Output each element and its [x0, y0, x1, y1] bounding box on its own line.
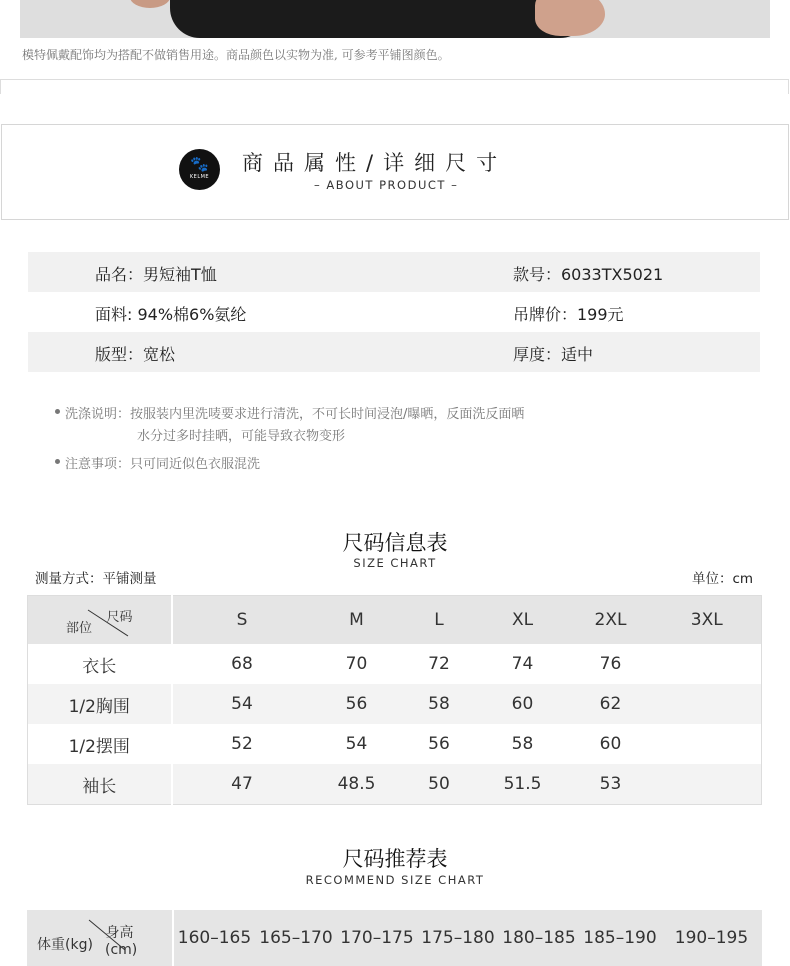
disclaimer-text: 模特佩戴配饰均为搭配不做销售用途。商品颜色以实物为准, 可参考平铺图颜色。 — [22, 48, 450, 62]
height-header: 170–175 — [337, 910, 417, 966]
hand-image — [130, 0, 170, 8]
size-header: S — [172, 596, 312, 645]
hand-image — [535, 0, 605, 36]
size-table — [27, 595, 762, 805]
wash-instructions-cont: 水分过多时挂晒，可能导致衣物变形 — [137, 429, 346, 444]
table-cell: 68 — [172, 644, 312, 684]
size-header: 2XL — [569, 596, 653, 645]
table-cell: 60 — [569, 724, 653, 764]
product-photo — [20, 0, 770, 38]
corner-top-label: 尺码 — [106, 610, 133, 625]
attribute-row — [28, 332, 760, 372]
attribute-right: 吊牌价：199元 — [513, 305, 624, 324]
row-label: 袖长 — [28, 764, 172, 805]
table-cell: 58 — [477, 724, 569, 764]
size-header: XL — [477, 596, 569, 645]
table-header-row — [27, 910, 762, 966]
divider-box — [0, 79, 789, 94]
table-row — [28, 684, 762, 724]
table-cell: 74 — [477, 644, 569, 684]
recommend-table — [27, 910, 762, 966]
recommend-subtitle: RECOMMEND SIZE CHART — [305, 873, 485, 887]
height-header: 165–170 — [255, 910, 337, 966]
height-header: 185–190 — [579, 910, 661, 966]
row-label: 1/2胸围 — [28, 684, 172, 724]
attribute-left: 版型：宽松 — [95, 345, 176, 364]
attribute-right: 厚度：适中 — [513, 345, 594, 364]
table-row — [28, 724, 762, 764]
attribute-row — [28, 292, 760, 332]
row-label: 1/2摆围 — [28, 724, 172, 764]
wash-instructions: 洗涤说明：按服装内里洗唛要求进行清洗，不可长时间浸泡/曝晒，反面洗反面晒 — [65, 407, 525, 422]
corner-bottom-label: 体重(kg) — [37, 937, 93, 953]
paw-icon: 🐾 — [190, 155, 209, 173]
table-cell: 62 — [569, 684, 653, 724]
logo-text: KELME — [189, 174, 210, 180]
unit-label: 单位：cm — [692, 571, 754, 587]
caution-text: 注意事项：只可同近似色衣服混洗 — [65, 457, 261, 472]
corner-bottom-label: 部位 — [66, 621, 93, 636]
table-cell — [653, 684, 762, 724]
attribute-row — [28, 252, 760, 292]
shirt-image — [170, 0, 590, 38]
section-title: 商品属性/详细尺寸 — [242, 151, 508, 175]
corner-cell — [28, 596, 172, 645]
table-cell: 54 — [312, 724, 402, 764]
table-cell: 70 — [312, 644, 402, 684]
table-cell: 76 — [569, 644, 653, 684]
measure-method: 测量方式：平铺测量 — [35, 571, 157, 587]
table-cell: 56 — [402, 724, 477, 764]
table-cell: 54 — [172, 684, 312, 724]
height-header: 160–165 — [173, 910, 255, 966]
kelme-logo — [179, 149, 220, 190]
table-cell: 56 — [312, 684, 402, 724]
size-header: L — [402, 596, 477, 645]
table-row — [28, 644, 762, 684]
table-cell: 52 — [172, 724, 312, 764]
section-subtitle: – ABOUT PRODUCT – — [314, 178, 459, 192]
height-header: 175–180 — [417, 910, 499, 966]
diagonal-line — [28, 596, 172, 644]
attribute-right: 款号：6033TX5021 — [513, 265, 664, 284]
size-header: 3XL — [653, 596, 762, 645]
size-header: M — [312, 596, 402, 645]
table-cell — [653, 644, 762, 684]
bullet-icon — [55, 409, 60, 414]
row-label: 衣长 — [28, 644, 172, 684]
attribute-left: 面料: 94%棉6%氨纶 — [95, 305, 247, 324]
table-row — [28, 764, 762, 805]
table-cell: 47 — [172, 764, 312, 805]
table-cell — [653, 724, 762, 764]
table-cell: 50 — [402, 764, 477, 805]
height-header: 190–195 — [661, 910, 762, 966]
bullet-icon — [55, 459, 60, 464]
height-header: 180–185 — [499, 910, 579, 966]
size-chart-subtitle: SIZE CHART — [353, 556, 437, 570]
corner-top-label: 身高(cm) — [105, 925, 138, 958]
table-header-row — [28, 596, 762, 645]
attribute-left: 品名：男短袖T恤 — [95, 265, 217, 284]
corner-cell — [27, 910, 173, 966]
table-cell: 72 — [402, 644, 477, 684]
table-cell: 48.5 — [312, 764, 402, 805]
table-cell — [653, 764, 762, 805]
table-cell: 58 — [402, 684, 477, 724]
table-cell: 53 — [569, 764, 653, 805]
size-chart-title: 尺码信息表 — [342, 531, 448, 555]
recommend-title: 尺码推荐表 — [342, 847, 448, 871]
table-cell: 60 — [477, 684, 569, 724]
table-cell: 51.5 — [477, 764, 569, 805]
